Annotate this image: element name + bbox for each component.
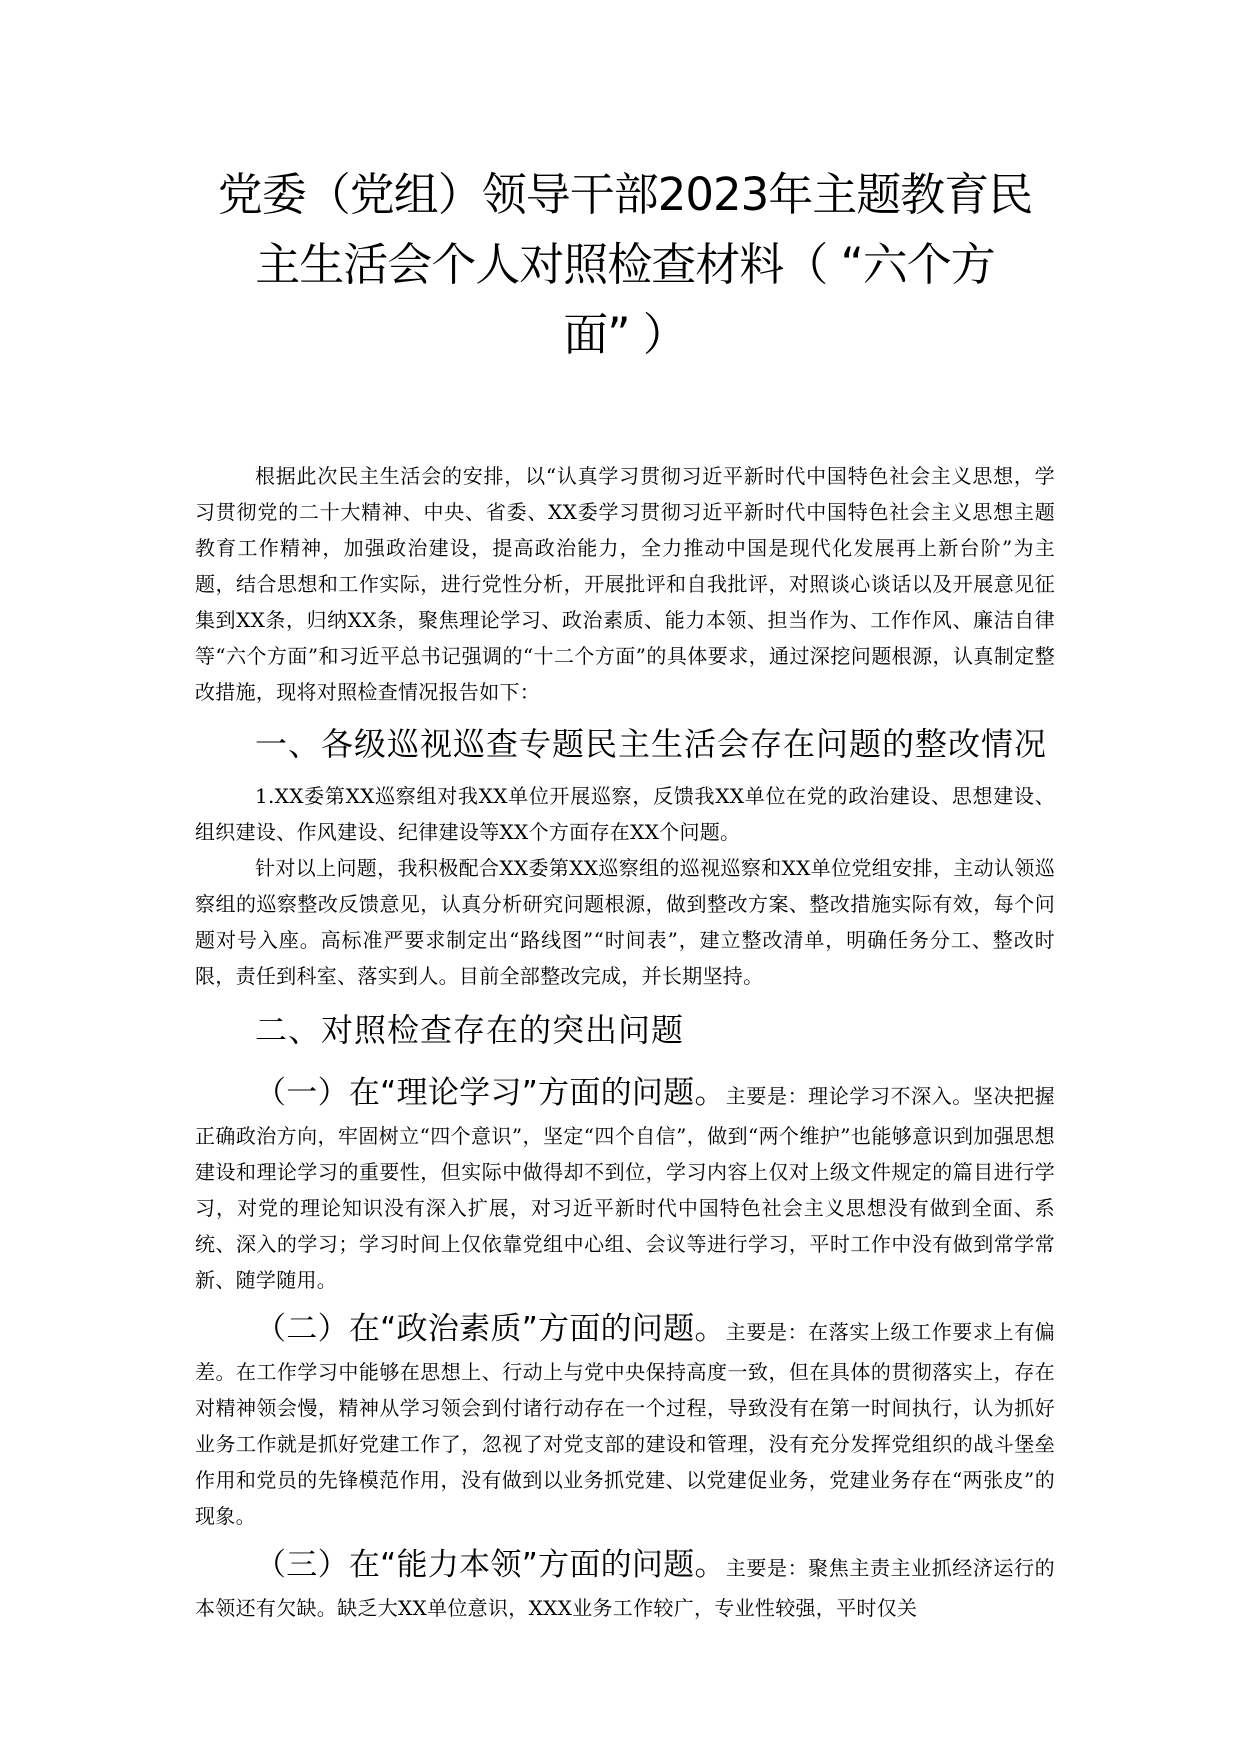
title-line: 党委（党组）领导干部2023年主题教育民 xyxy=(217,168,1033,221)
problem-item-body: 主要是：聚焦主责主业抓经济运行的本领还有欠缺。缺乏大XX单位意识，XXX业务工作较广，专业性较强，平时仅关 xyxy=(195,1556,1055,1620)
problem-item-heading: （三）在“能力本领”方面的问题。 xyxy=(255,1547,726,1583)
section-heading-2: 二、对照检查存在的突出问题 xyxy=(255,1011,685,1049)
document-page xyxy=(195,160,1055,1626)
problem-item xyxy=(195,1068,1055,1298)
problem-item xyxy=(195,1540,1055,1626)
title-line: 面” ） xyxy=(563,308,687,361)
intro-paragraph: 根据此次民主生活会的安排，以“认真学习贯彻习近平新时代中国特色社会主义思想，学习贯彻党的二十大精神、中央、省委、XX委学习贯彻习近平新时代中国特色社会主义思想主题教育工作精神，加强政治建设，提高政治能力，全力推动中国是现代化发展再上新台阶”为主题，结合思想和工作实际，进行党性分析，开展批评和自我批评，对照谈心谈话以及开展意见征集到XX条，归纳XX条，聚焦理论学习、政治素质、能力本领、担当作为、工作作风、廉洁自律等“六个方面”和习近平总书记强调的“十二个方面”的具体要求，通过深挖问题根源，认真制定整改措施，现将对照检查情况报告如下： xyxy=(195,464,1055,704)
document-title xyxy=(195,160,1055,370)
problem-item-heading: （二）在“政治素质”方面的问题。 xyxy=(255,1311,726,1347)
problem-item-body: 主要是：理论学习不深入。坚决把握正确政治方向，牢固树立“四个意识”，坚定“四个自信”，做到“两个维护”也能够意识到加强思想建设和理论学习的重要性，但实际中做得却不到位，学习内容上仅对上级文件规定的篇目进行学习，对党的理论知识没有深入扩展，对习近平新时代中国特色社会主义思想没有做到全面、系统、深入的学习；学习时间上仅依靠党组中心组、会议等进行学习，平时工作中没有做到常学常新、随学随用。 xyxy=(195,1084,1055,1292)
problem-item xyxy=(195,1304,1055,1534)
section1-paragraph: 针对以上问题，我积极配合XX委第XX巡察组的巡视巡察和XX单位党组安排，主动认领巡察组的巡察整改反馈意见，认真分析研究问题根源，做到整改方案、整改措施实际有效，每个问题对号入座。高标准严要求制定出“路线图”“时间表”，建立整改清单，明确任务分工、整改时限，责任到科室、落实到人。目前全部整改完成，并长期坚持。 xyxy=(195,856,1055,988)
section1-paragraph: 1.XX委第XX巡察组对我XX单位开展巡察，反馈我XX单位在党的政治建设、思想建设、组织建设、作风建设、纪律建设等XX个方面存在XX个问题。 xyxy=(195,784,1055,844)
problem-item-body: 主要是：在落实上级工作要求上有偏差。在工作学习中能够在思想上、行动上与党中央保持高度一致，但在具体的贯彻落实上，存在对精神领会慢，精神从学习领会到付诸行动存在一个过程，导致没有在第一时间执行，认为抓好业务工作就是抓好党建工作了，忽视了对党支部的建设和管理，没有充分发挥党组织的战斗堡垒作用和党员的先锋模范作用，没有做到以业务抓党建、以党建促业务，党建业务存在“两张皮”的现象。 xyxy=(195,1320,1055,1528)
problem-item-heading: （一）在“理论学习”方面的问题。 xyxy=(255,1075,726,1111)
title-line: 主生活会个人对照检查材料（ “六个方 xyxy=(255,238,995,291)
section-heading-1: 一、各级巡视巡查专题民主生活会存在问题的整改情况 xyxy=(255,725,1048,763)
